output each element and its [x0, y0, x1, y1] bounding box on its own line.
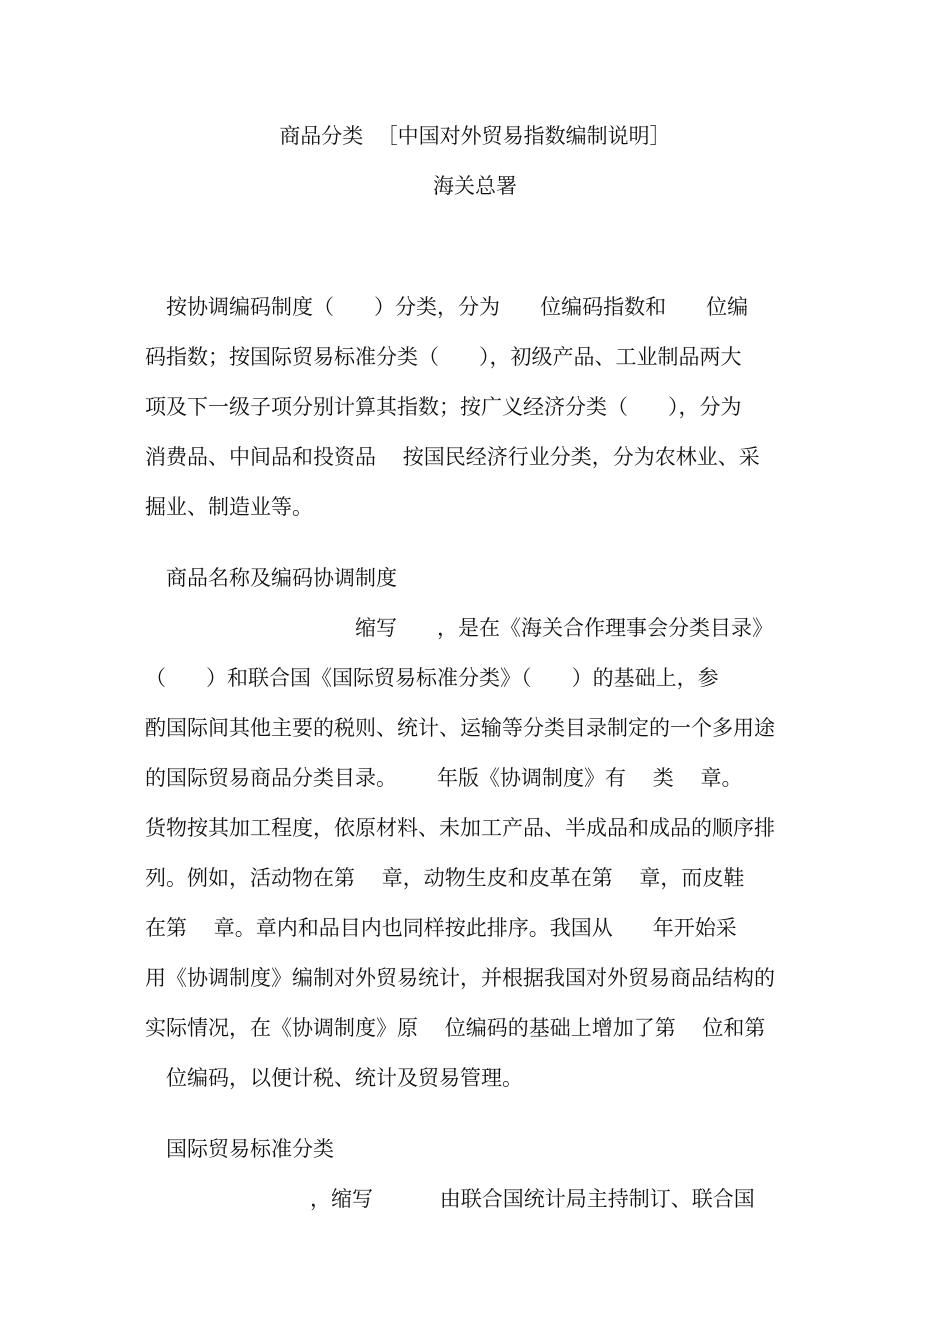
paragraph-line: 货物按其加工程度，依原材料、未加工产品、半成品和成品的顺序排	[145, 816, 775, 840]
paragraph-line: （ ）和联合国《国际贸易标准分类》（ ）的基础上，参	[145, 666, 719, 690]
paragraph-line: 列。例如，活动物在第 章，动物生皮和皮革在第 章，而皮鞋	[145, 866, 745, 890]
document-subtitle: 海关总署	[433, 174, 517, 198]
paragraph-line: 掘业、制造业等。	[145, 495, 313, 519]
section-heading: 商品名称及编码协调制度	[166, 566, 397, 590]
paragraph-line: 按协调编码制度（ ）分类，分为 位编码指数和 位编	[166, 295, 749, 319]
paragraph-line: ，缩写 由联合国统计局主持制订、联合国	[310, 1187, 755, 1211]
paragraph-line: 在第 章。章内和品目内也同样按此排序。我国从 年开始采	[145, 916, 737, 940]
document-title: 商品分类 ［中国对外贸易指数编制说明］	[279, 124, 671, 148]
paragraph-line: 实际情况，在《协调制度》原 位编码的基础上增加了第 位和第	[145, 1016, 766, 1040]
paragraph-line: 项及下一级子项分别计算其指数；按广义经济分类（ ），分为	[145, 395, 742, 419]
paragraph-line: 位编码，以便计税、统计及贸易管理。	[166, 1066, 523, 1090]
paragraph-line: 的国际贸易商品分类目录。 年版《协调制度》有 类 章。	[145, 766, 743, 790]
section-heading: 国际贸易标准分类	[166, 1137, 334, 1161]
paragraph-line: 消费品、中间品和投资品 按国民经济行业分类，分为农林业、采	[145, 445, 760, 469]
paragraph-line: 缩写 ，是在《海关合作理事会分类目录》	[355, 616, 774, 640]
paragraph-line: 码指数；按国际贸易标准分类（ ），初级产品、工业制品两大	[145, 345, 742, 369]
paragraph-line: 酌国际间其他主要的税则、统计、运输等分类目录制定的一个多用途	[145, 716, 775, 740]
paragraph-line: 用《协调制度》编制对外贸易统计，并根据我国对外贸易商品结构的	[145, 966, 775, 990]
